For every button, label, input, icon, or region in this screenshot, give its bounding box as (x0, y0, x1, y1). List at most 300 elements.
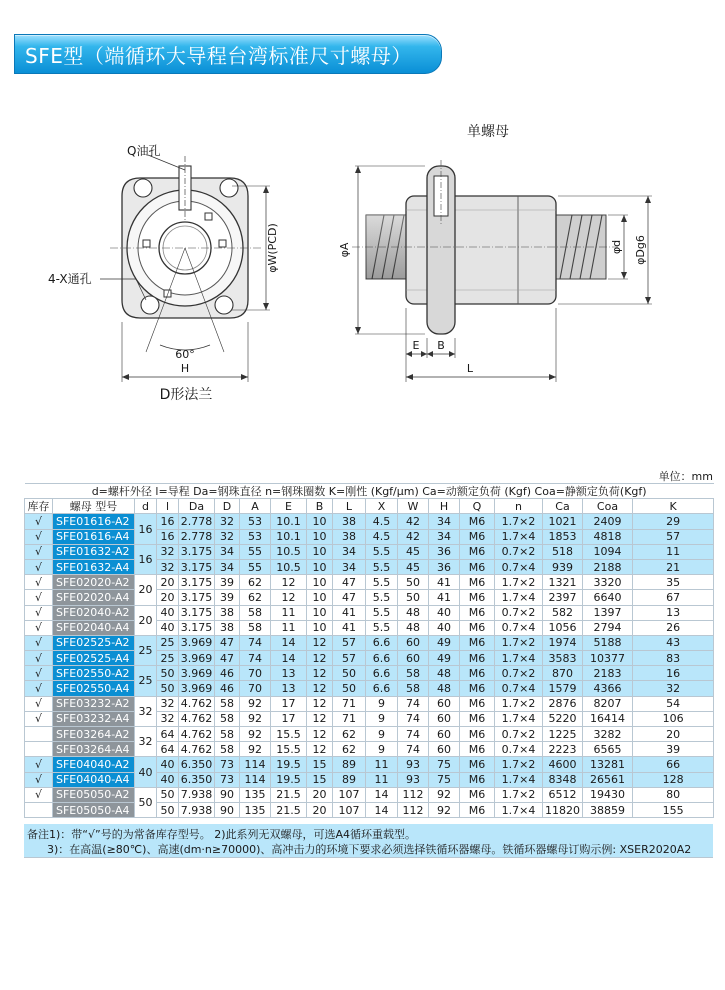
table-cell: 3.969 (179, 666, 215, 681)
table-cell: 5.5 (366, 575, 398, 590)
table-cell: 3.969 (179, 681, 215, 696)
table-cell: 5.5 (366, 605, 398, 620)
table-cell: 47 (215, 651, 240, 666)
table-cell: 74 (398, 696, 429, 711)
table-cell: 60 (429, 696, 460, 711)
table-row (25, 529, 714, 544)
table-cell: 47 (215, 635, 240, 650)
d-dimension-label: φd (610, 239, 623, 255)
table-cell: √ (25, 590, 53, 605)
table-cell: 5220 (543, 711, 583, 726)
column-header: n (495, 499, 543, 514)
table-cell: 1.7×4 (495, 772, 543, 787)
technical-drawing (0, 100, 725, 460)
table-cell: 155 (633, 802, 714, 817)
table-cell: 34 (333, 559, 366, 574)
table-cell: 36 (429, 544, 460, 559)
table-cell: M6 (460, 514, 495, 529)
table-cell: 7.938 (179, 787, 215, 802)
table-cell: 58 (398, 666, 429, 681)
column-header: W (398, 499, 429, 514)
table-cell: 3282 (583, 727, 633, 742)
column-header: E (271, 499, 307, 514)
table-cell: 58 (215, 742, 240, 757)
table-cell: 1225 (543, 727, 583, 742)
table-row (25, 802, 714, 817)
table-cell: 1853 (543, 529, 583, 544)
table-cell: 2397 (543, 590, 583, 605)
table-cell: 46 (215, 666, 240, 681)
table-cell: 60 (398, 651, 429, 666)
table-cell: 57 (633, 529, 714, 544)
table-cell: 20 (157, 590, 179, 605)
table-cell: 5.5 (366, 620, 398, 635)
table-cell: 34 (215, 559, 240, 574)
table-cell: M6 (460, 651, 495, 666)
table-cell: 39 (215, 575, 240, 590)
table-cell: 19.5 (271, 757, 307, 772)
table-cell: 45 (398, 559, 429, 574)
table-cell: 6.6 (366, 681, 398, 696)
table-cell: 3.175 (179, 575, 215, 590)
table-cell: 32 (135, 727, 157, 757)
table-cell: 9 (366, 696, 398, 711)
table-cell: 10.5 (271, 544, 307, 559)
table-cell: 34 (215, 544, 240, 559)
table-cell: SFE02040-A4 (53, 620, 135, 635)
table-cell: 114 (240, 772, 271, 787)
table-cell: 62 (333, 727, 366, 742)
table-cell: 21 (633, 559, 714, 574)
a-dimension-label: φA (338, 242, 351, 258)
table-cell: 70 (240, 681, 271, 696)
table-row (25, 772, 714, 787)
table-cell: M6 (460, 559, 495, 574)
table-cell: 9 (366, 742, 398, 757)
table-cell: 15.5 (271, 727, 307, 742)
l-dimension-label: L (466, 362, 474, 375)
table-row (25, 757, 714, 772)
table-cell: 10 (307, 529, 333, 544)
legend-text: d=螺杆外径 l=导程 Da=钢珠直径 n=钢珠圈数 K=刚性 (Kgf/μm) Ca=动额定负荷 (Kgf) Coa=静额定负荷(Kgf) (25, 484, 714, 499)
table-cell: SFE01632-A4 (53, 559, 135, 574)
table-cell: 60 (429, 727, 460, 742)
table-cell: 12 (307, 727, 333, 742)
table-cell: 20 (135, 575, 157, 605)
table-cell: SFE04040-A4 (53, 772, 135, 787)
column-header: H (429, 499, 460, 514)
table-cell: √ (25, 620, 53, 635)
table-cell: SFE05050-A4 (53, 802, 135, 817)
table-cell: 1021 (543, 514, 583, 529)
table-cell: SFE03264-A4 (53, 742, 135, 757)
table-cell: 135 (240, 802, 271, 817)
table-cell: M6 (460, 620, 495, 635)
table-cell: 58 (240, 605, 271, 620)
table-cell: 0.7×2 (495, 727, 543, 742)
column-header: X (366, 499, 398, 514)
table-cell: 19.5 (271, 772, 307, 787)
table-cell: 3.969 (179, 651, 215, 666)
table-cell: 20 (157, 575, 179, 590)
table-cell: 40 (157, 772, 179, 787)
table-cell: 83 (633, 651, 714, 666)
table-cell (25, 742, 53, 757)
table-cell: M6 (460, 605, 495, 620)
table-cell: 3.175 (179, 620, 215, 635)
table-cell: M6 (460, 575, 495, 590)
table-cell: 13281 (583, 757, 633, 772)
table-cell: 41 (333, 605, 366, 620)
table-cell: 57 (333, 651, 366, 666)
table-cell: 16414 (583, 711, 633, 726)
table-cell: √ (25, 514, 53, 529)
table-cell: 50 (333, 666, 366, 681)
table-cell: 38859 (583, 802, 633, 817)
table-cell: 62 (240, 590, 271, 605)
column-header: B (307, 499, 333, 514)
table-cell: 74 (240, 651, 271, 666)
table-cell: 29 (633, 514, 714, 529)
table-row (25, 620, 714, 635)
table-cell: 135 (240, 787, 271, 802)
table-cell: 8348 (543, 772, 583, 787)
table-cell: 25 (135, 635, 157, 665)
table-cell: 112 (398, 787, 429, 802)
table-cell: 50 (333, 681, 366, 696)
pcd-label: φW(PCD) (266, 223, 279, 273)
spec-table (24, 483, 714, 818)
table-cell: 50 (135, 787, 157, 817)
table-cell: 75 (429, 757, 460, 772)
table-cell: 10377 (583, 651, 633, 666)
table-cell: 2.778 (179, 514, 215, 529)
table-cell: 4.762 (179, 727, 215, 742)
table-cell: 46 (215, 681, 240, 696)
table-cell: M6 (460, 529, 495, 544)
table-cell: 1.7×2 (495, 514, 543, 529)
table-cell: 32 (135, 696, 157, 726)
table-cell: 4.762 (179, 742, 215, 757)
table-cell: M6 (460, 787, 495, 802)
notes-box (24, 824, 713, 858)
table-cell: 11 (271, 605, 307, 620)
table-cell: 12 (307, 666, 333, 681)
table-cell: 38 (333, 529, 366, 544)
table-cell: 32 (215, 529, 240, 544)
table-cell: 6512 (543, 787, 583, 802)
table-cell: 3.175 (179, 590, 215, 605)
table-cell: 21.5 (271, 802, 307, 817)
table-body (25, 514, 714, 818)
table-cell: 40 (157, 620, 179, 635)
table-cell: 48 (429, 681, 460, 696)
table-cell: 4.5 (366, 514, 398, 529)
table-cell: 74 (240, 635, 271, 650)
table-cell: 10 (307, 620, 333, 635)
table-cell: 19430 (583, 787, 633, 802)
table-cell: 20 (633, 727, 714, 742)
table-cell: 6565 (583, 742, 633, 757)
note-line-1: 备注1)：带“√”号的为常备库存型号。 2)此系列无双螺母，可选A4循环重载型。 (27, 828, 417, 841)
table-cell: SFE02020-A2 (53, 575, 135, 590)
table-cell: 107 (333, 802, 366, 817)
table-cell: 32 (157, 711, 179, 726)
table-cell: √ (25, 544, 53, 559)
table-cell: 15 (307, 757, 333, 772)
table-cell: 49 (429, 635, 460, 650)
table-cell: 73 (215, 757, 240, 772)
table-cell: 6640 (583, 590, 633, 605)
table-row (25, 651, 714, 666)
table-cell: 50 (398, 575, 429, 590)
table-cell: 55 (240, 544, 271, 559)
table-cell: 0.7×4 (495, 742, 543, 757)
table-cell: 92 (429, 787, 460, 802)
table-cell: 12 (307, 635, 333, 650)
table-cell: 32 (157, 544, 179, 559)
table-cell: 92 (240, 742, 271, 757)
table-row (25, 544, 714, 559)
table-cell: 16 (157, 514, 179, 529)
table-row (25, 711, 714, 726)
table-cell: SFE03232-A4 (53, 711, 135, 726)
table-cell: 1.7×2 (495, 696, 543, 711)
table-cell: 6.350 (179, 757, 215, 772)
column-header: Q (460, 499, 495, 514)
table-cell: M6 (460, 742, 495, 757)
table-cell: 47 (333, 575, 366, 590)
column-header: A (240, 499, 271, 514)
title-banner (14, 34, 442, 74)
table-cell: 53 (240, 514, 271, 529)
table-cell: √ (25, 605, 53, 620)
table-cell: 58 (215, 711, 240, 726)
table-cell: SFE02550-A4 (53, 681, 135, 696)
table-cell: M6 (460, 772, 495, 787)
table-cell: 34 (429, 514, 460, 529)
table-cell: 1974 (543, 635, 583, 650)
column-header: Ca (543, 499, 583, 514)
table-cell: M6 (460, 544, 495, 559)
table-cell: 1056 (543, 620, 583, 635)
table-cell: √ (25, 651, 53, 666)
table-cell: 12 (271, 590, 307, 605)
table-cell: 1397 (583, 605, 633, 620)
table-cell: 6.6 (366, 635, 398, 650)
table-cell: 40 (429, 605, 460, 620)
column-header: Coa (583, 499, 633, 514)
column-header: Da (179, 499, 215, 514)
table-cell: 7.938 (179, 802, 215, 817)
table-cell: 93 (398, 757, 429, 772)
table-row (25, 681, 714, 696)
table-cell: 1579 (543, 681, 583, 696)
table-cell: 3.175 (179, 559, 215, 574)
table-cell: SFE03264-A2 (53, 727, 135, 742)
table-cell: √ (25, 757, 53, 772)
table-cell: 25 (157, 635, 179, 650)
table-cell: √ (25, 635, 53, 650)
table-cell: √ (25, 666, 53, 681)
table-cell: 582 (543, 605, 583, 620)
table-cell: 57 (333, 635, 366, 650)
table-cell: 92 (240, 711, 271, 726)
table-cell: √ (25, 575, 53, 590)
table-cell: 47 (333, 590, 366, 605)
table-cell: 12 (307, 696, 333, 711)
table-cell: 939 (543, 559, 583, 574)
table-row (25, 605, 714, 620)
table-cell: 10 (307, 514, 333, 529)
table-cell: 0.7×2 (495, 605, 543, 620)
table-cell: 10.5 (271, 559, 307, 574)
table-cell: 0.7×4 (495, 620, 543, 635)
table-cell: 49 (429, 651, 460, 666)
table-cell: 6.6 (366, 666, 398, 681)
table-cell: 8207 (583, 696, 633, 711)
table-cell: 2183 (583, 666, 633, 681)
table-cell: 32 (215, 514, 240, 529)
table-cell: √ (25, 559, 53, 574)
table-cell: 89 (333, 757, 366, 772)
table-cell: 518 (543, 544, 583, 559)
table-cell: 870 (543, 666, 583, 681)
table-cell: SFE02550-A2 (53, 666, 135, 681)
table-cell: 10 (307, 544, 333, 559)
column-header: d (135, 499, 157, 514)
table-cell: 34 (429, 529, 460, 544)
table-cell: 41 (333, 620, 366, 635)
table-cell: 1.7×4 (495, 590, 543, 605)
table-cell: 3583 (543, 651, 583, 666)
table-cell: 5.5 (366, 590, 398, 605)
table-cell: 5.5 (366, 544, 398, 559)
table-cell: 2223 (543, 742, 583, 757)
table-cell: SFE01616-A2 (53, 514, 135, 529)
table-cell: 1.7×2 (495, 635, 543, 650)
table-cell: 106 (633, 711, 714, 726)
table-cell: 114 (240, 757, 271, 772)
table-cell: 26561 (583, 772, 633, 787)
table-cell: 64 (157, 742, 179, 757)
table-row (25, 787, 714, 802)
table-cell: 38 (215, 605, 240, 620)
table-cell: 40 (157, 757, 179, 772)
table-cell: 71 (333, 696, 366, 711)
column-header: D (215, 499, 240, 514)
note-line-2: 3)：在高温(≥80℃)、高速(dm·n≥70000)、高冲击力的环境下要求必须选择铁循环器螺母。铁循环器螺母订购示例: XSER2020A2 (47, 843, 692, 856)
table-cell: 40 (157, 605, 179, 620)
table-cell: 17 (271, 696, 307, 711)
table-cell: 50 (157, 787, 179, 802)
table-row (25, 666, 714, 681)
table-cell: 12 (307, 681, 333, 696)
table-cell: M6 (460, 635, 495, 650)
table-cell: 20 (135, 605, 157, 635)
table-cell: 42 (398, 529, 429, 544)
table-cell: M6 (460, 802, 495, 817)
table-cell: M6 (460, 696, 495, 711)
table-cell: 43 (633, 635, 714, 650)
table-cell: 14 (366, 802, 398, 817)
table-cell: 112 (398, 802, 429, 817)
table-cell: 14 (366, 787, 398, 802)
table-cell: 107 (333, 787, 366, 802)
table-cell: 11820 (543, 802, 583, 817)
table-row (25, 742, 714, 757)
table-row (25, 575, 714, 590)
table-row (25, 590, 714, 605)
table-cell: 60 (429, 711, 460, 726)
table-cell: 11 (366, 772, 398, 787)
table-cell: 58 (398, 681, 429, 696)
table-cell (25, 802, 53, 817)
column-header: K (633, 499, 714, 514)
table-cell: 35 (633, 575, 714, 590)
table-cell: 15.5 (271, 742, 307, 757)
table-cell: 60 (429, 742, 460, 757)
table-cell: 0.7×2 (495, 544, 543, 559)
table-cell: 64 (157, 727, 179, 742)
table-cell: 32 (157, 559, 179, 574)
column-header: l (157, 499, 179, 514)
table-cell: 41 (429, 575, 460, 590)
table-cell: SFE03232-A2 (53, 696, 135, 711)
table-cell: 6.350 (179, 772, 215, 787)
table-cell: 21.5 (271, 787, 307, 802)
table-cell: 12 (307, 742, 333, 757)
table-cell: 9 (366, 727, 398, 742)
table-cell: 11 (366, 757, 398, 772)
table-cell: 40 (429, 620, 460, 635)
table-cell: SFE02040-A2 (53, 605, 135, 620)
table-cell: 38 (333, 514, 366, 529)
table-cell: 4.5 (366, 529, 398, 544)
table-cell: 5.5 (366, 559, 398, 574)
table-cell: 62 (240, 575, 271, 590)
table-row (25, 514, 714, 529)
table-cell: 25 (135, 666, 157, 696)
table-cell: √ (25, 711, 53, 726)
table-cell: 55 (240, 559, 271, 574)
table-cell: SFE05050-A2 (53, 787, 135, 802)
table-cell: SFE02525-A2 (53, 635, 135, 650)
table-cell: 10.1 (271, 514, 307, 529)
table-cell: 1094 (583, 544, 633, 559)
table-cell: M6 (460, 727, 495, 742)
b-dimension-label: B (437, 339, 445, 352)
table-cell: 93 (398, 772, 429, 787)
table-cell: 16 (157, 529, 179, 544)
table-cell: 90 (215, 802, 240, 817)
table-cell: 36 (429, 559, 460, 574)
table-cell: 80 (633, 787, 714, 802)
table-cell: 10 (307, 590, 333, 605)
table-cell: 60 (398, 635, 429, 650)
table-cell: SFE02020-A4 (53, 590, 135, 605)
table-cell: 10 (307, 575, 333, 590)
table-cell: 89 (333, 772, 366, 787)
table-cell: 92 (240, 696, 271, 711)
table-cell: 4818 (583, 529, 633, 544)
table-cell: 50 (398, 590, 429, 605)
table-cell: 71 (333, 711, 366, 726)
table-cell: 20 (307, 787, 333, 802)
table-cell: 39 (215, 590, 240, 605)
table-cell: 32 (157, 696, 179, 711)
table-cell: 48 (398, 620, 429, 635)
